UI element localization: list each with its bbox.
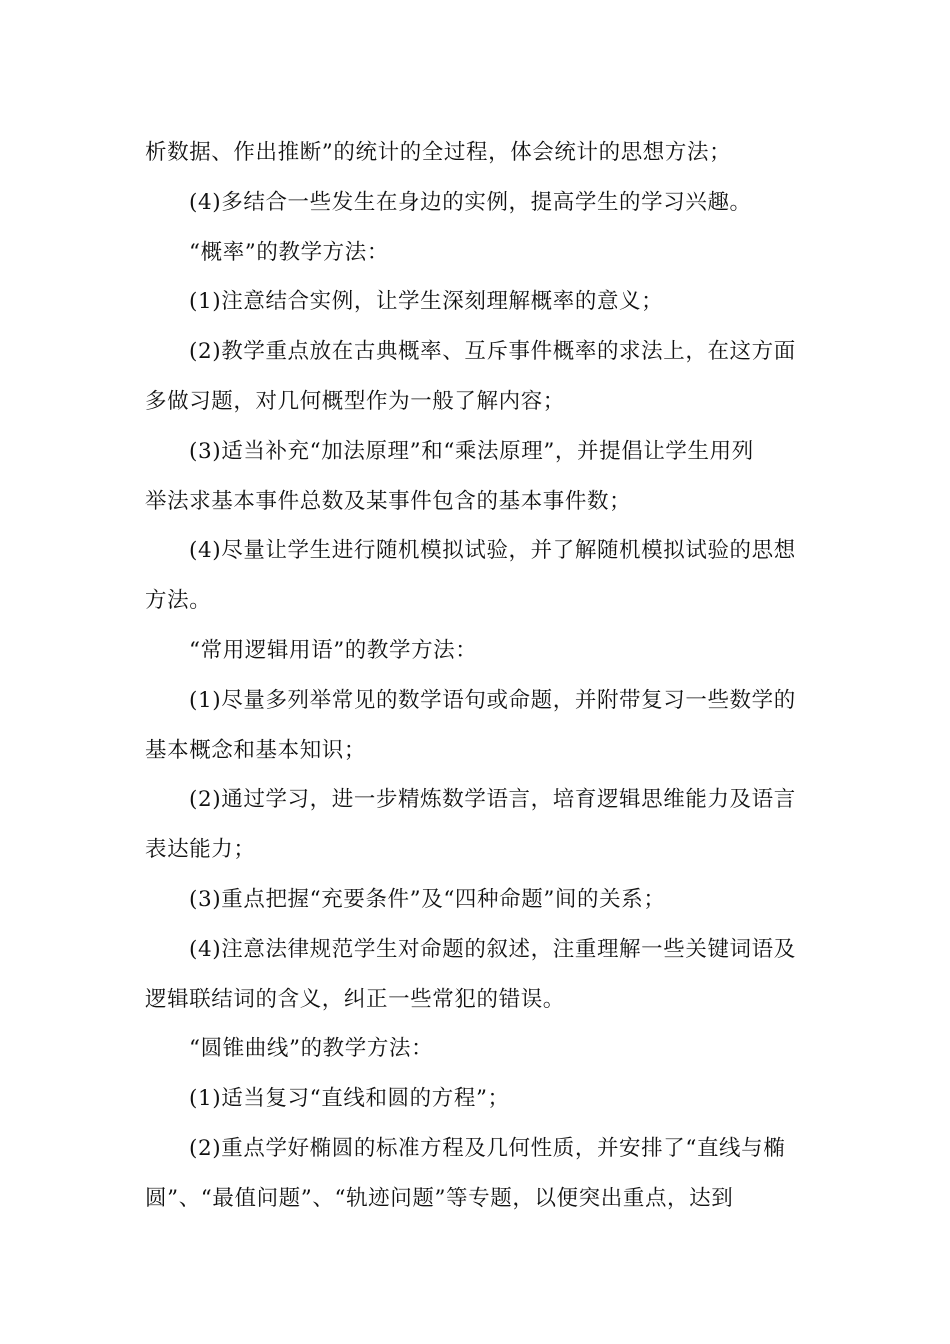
section-heading: “圆锥曲线”的教学方法： [189, 1036, 434, 1062]
text-line: (3)适当补充“加法原理”和“乘法原理”，并提倡让学生用列 [189, 438, 754, 464]
text-line: (4)多结合一些发生在身边的实例，提高学生的学习兴趣。 [189, 189, 752, 215]
text-line: 多做习题，对几何概型作为一般了解内容； [145, 388, 565, 414]
text-line: (1)适当复习“直线和圆的方程”； [189, 1086, 510, 1112]
text-line: (3)重点把握“充要条件”及“四种命题”间的关系； [189, 886, 666, 912]
text-line: (4)尽量让学生进行随机模拟试验，并了解随机模拟试验的思想 [189, 538, 796, 564]
section-heading: “概率”的教学方法： [189, 239, 389, 265]
text-line: 举法求基本事件总数及某事件包含的基本事件数； [145, 488, 632, 514]
text-line: (4)注意法律规范学生对命题的叙述，注重理解一些关键词语及 [189, 936, 796, 962]
text-line: 表达能力； [145, 837, 256, 863]
text-line: (1)注意结合实例，让学生深刻理解概率的意义； [189, 289, 664, 315]
text-line: 圆”、“最值问题”、“轨迹问题”等专题，以便突出重点，达到 [145, 1185, 734, 1211]
text-line: 方法。 [145, 588, 212, 614]
document-body [145, 128, 810, 1224]
text-line: 逻辑联结词的含义，纠正一些常犯的错误。 [145, 986, 565, 1012]
section-heading: “常用逻辑用语”的教学方法： [189, 637, 478, 663]
text-line: (1)尽量多列举常见的数学语句或命题，并附带复习一些数学的 [189, 687, 796, 713]
text-line: (2)通过学习，进一步精炼数学语言，培育逻辑思维能力及语言 [189, 787, 796, 813]
text-line: 析数据、作出推断”的统计的全过程，体会统计的思想方法； [145, 140, 732, 165]
text-line: (2)重点学好椭圆的标准方程及几何性质，并安排了“直线与椭 [189, 1135, 786, 1161]
text-line: (2)教学重点放在古典概率、互斥事件概率的求法上，在这方面 [189, 339, 796, 365]
text-line: 基本概念和基本知识； [145, 737, 367, 763]
